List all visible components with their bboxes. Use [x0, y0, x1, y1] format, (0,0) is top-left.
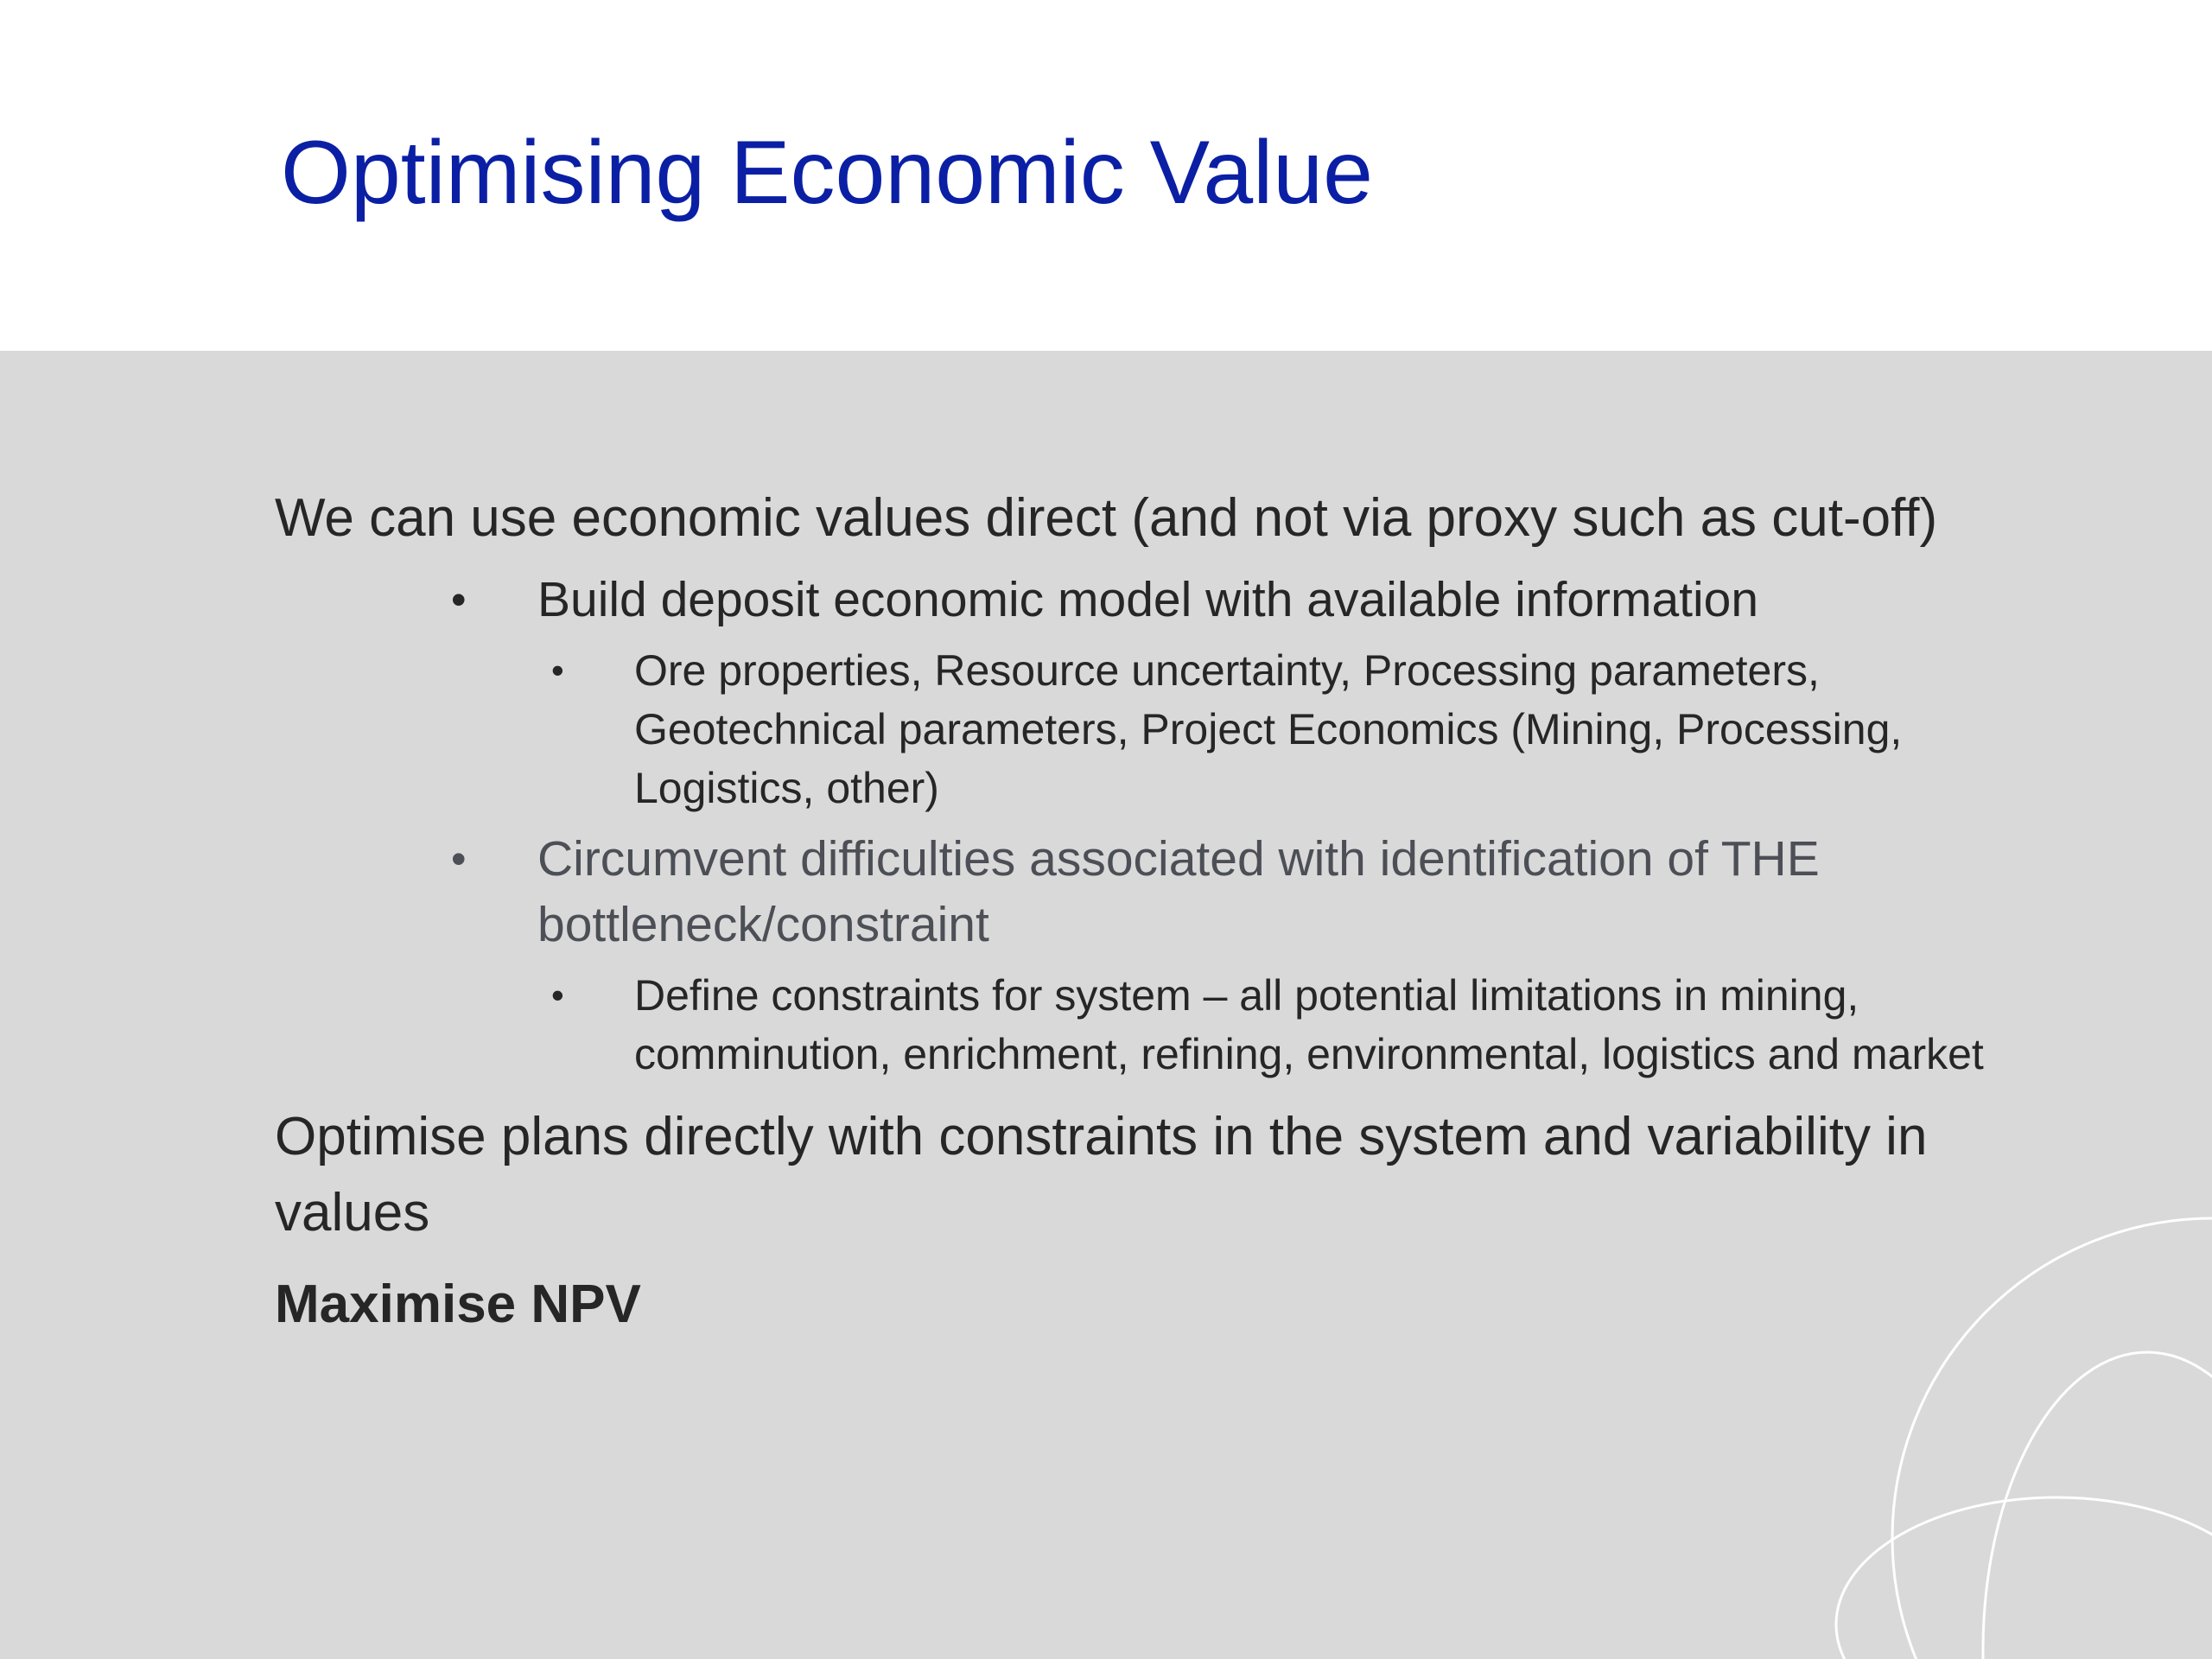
- bullet-dot: •: [451, 575, 467, 624]
- sub-bullet-dot: •: [551, 975, 564, 1015]
- bullet-list: [275, 567, 2003, 1084]
- sub-bullet-item-ore-properties: [537, 641, 2034, 817]
- emphasis-text: Maximise NPV: [275, 1274, 641, 1334]
- conclusion-paragraph: Optimise plans directly with constraints in the system and variability in values: [275, 1107, 1928, 1243]
- sub-bullet-list: [537, 641, 2003, 817]
- sub-bullet-item-constraints: [537, 966, 2034, 1084]
- bullet-item-economic-model: [275, 567, 2003, 817]
- bullet-dot: •: [451, 835, 467, 883]
- sub-bullet-text: Define constraints for system – all potential limitations in mining, comminution, enrichment, refining, environmental, logistics and market: [634, 971, 1984, 1078]
- title-band: [0, 0, 2212, 351]
- sub-bullet-dot: •: [551, 650, 564, 690]
- bullet-text: Build deposit economic model with available information: [537, 572, 1759, 627]
- slide-title: Optimising Economic Value: [281, 123, 1373, 223]
- sub-bullet-text: Ore properties, Resource uncertainty, Processing parameters, Geotechnical parameters, Project Economics (Mining, Processing, Logistics, other): [634, 646, 1903, 812]
- intro-paragraph: We can use economic values direct (and not via proxy such as cut-off): [275, 488, 1938, 548]
- sub-bullet-list: [537, 966, 2003, 1084]
- slide-body: [275, 480, 2003, 1343]
- bullet-item-bottleneck: [275, 826, 2003, 1084]
- bullet-text: Circumvent difficulties associated with identification of THE bottleneck/constraint: [537, 831, 1820, 952]
